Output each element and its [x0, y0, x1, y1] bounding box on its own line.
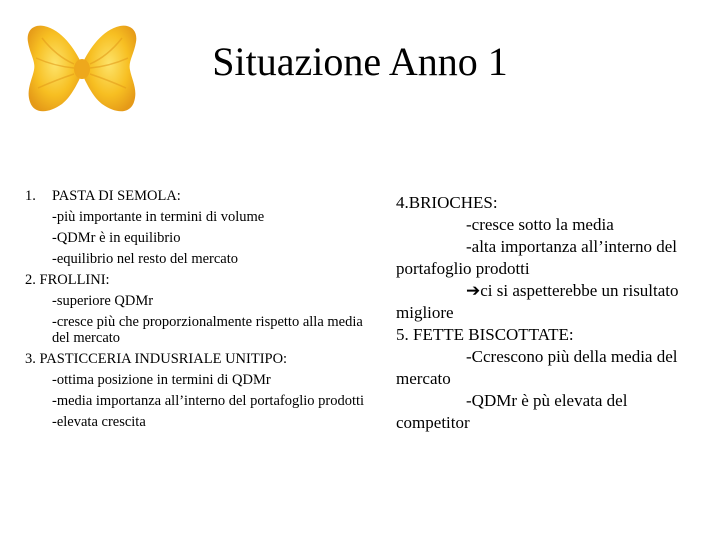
item-3-heading: 3. PASTICCERIA INDUSRIALE UNITIPO:: [25, 351, 288, 367]
item-4-point-text: ci si aspetterebbe un risultato migliore: [396, 281, 679, 322]
item-3-point: -elevata crescita: [52, 414, 146, 430]
item-2-point: -cresce più che proporzionalmente rispetto alla media del mercato: [52, 314, 363, 346]
right-column: [396, 192, 696, 434]
item-4-point: -cresce sotto la media: [466, 215, 614, 234]
item-2-heading: 2. FROLLINI:: [25, 272, 110, 288]
farfalle-pasta-icon: [22, 18, 142, 118]
arrow-right-icon: ➔: [466, 281, 481, 300]
item-5-point: -Ccrescono più della media del mercato: [396, 347, 678, 388]
item-2-point: -superiore QDMr: [52, 293, 154, 309]
slide-title: Situazione Anno 1: [212, 39, 508, 84]
item-3-point: -ottima posizione in termini di QDMr: [52, 372, 271, 388]
item-5-point: -QDMr è pù elevata del competitor: [396, 391, 628, 432]
item-1-heading-text: PASTA DI SEMOLA:: [52, 188, 181, 204]
left-column: [25, 186, 365, 433]
item-1-point: -equilibrio nel resto del mercato: [52, 251, 239, 267]
item-1-point: -più importante in termini di volume: [52, 209, 265, 225]
item-1-point: -QDMr è in equilibrio: [52, 230, 181, 246]
item-4-point: -alta importanza all’interno del portafoglio prodotti: [396, 237, 677, 278]
item-1-number: 1.: [25, 188, 36, 204]
item-4-point: [396, 280, 696, 324]
item-4-heading: 4.BRIOCHES:: [396, 193, 498, 212]
item-1-heading: [25, 186, 365, 206]
item-3-point: -media importanza all’interno del portafoglio prodotti: [52, 393, 365, 409]
item-5-heading: 5. FETTE BISCOTTATE:: [396, 325, 574, 344]
